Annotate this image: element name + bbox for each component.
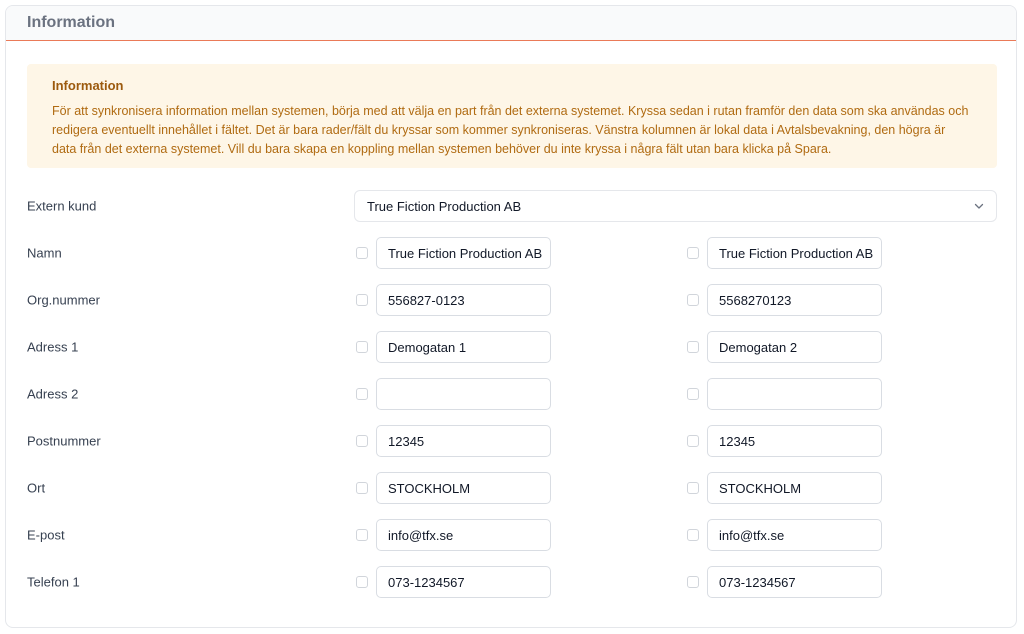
- local-field-org-nummer[interactable]: 556827-0123: [376, 284, 551, 316]
- panel-header: [6, 6, 1016, 41]
- local-checkbox-adress-2[interactable]: [356, 388, 368, 400]
- external-checkbox-adress-2[interactable]: [687, 388, 699, 400]
- local-field-telefon-1[interactable]: 073-1234567: [376, 566, 551, 598]
- local-checkbox-adress-1[interactable]: [356, 341, 368, 353]
- external-field-postnummer[interactable]: 12345: [707, 425, 882, 457]
- row-label-postnummer: Postnummer: [27, 433, 101, 449]
- local-field-adress-1[interactable]: Demogatan 1: [376, 331, 551, 363]
- local-field-namn[interactable]: True Fiction Production AB: [376, 237, 551, 269]
- external-checkbox-postnummer[interactable]: [687, 435, 699, 447]
- row-label-telefon-1: Telefon 1: [27, 574, 80, 590]
- row-label-e-post: E-post: [27, 527, 65, 543]
- local-field-ort[interactable]: STOCKHOLM: [376, 472, 551, 504]
- row-label-adress-1: Adress 1: [27, 339, 79, 355]
- row-label-ort: Ort: [27, 480, 46, 496]
- local-checkbox-e-post[interactable]: [356, 529, 368, 541]
- row-label-adress-2: Adress 2: [27, 386, 79, 402]
- chevron-down-icon: [974, 201, 984, 211]
- external-field-adress-1[interactable]: Demogatan 2: [707, 331, 882, 363]
- external-checkbox-e-post[interactable]: [687, 529, 699, 541]
- external-field-namn[interactable]: True Fiction Production AB: [707, 237, 882, 269]
- local-field-e-post[interactable]: info@tfx.se: [376, 519, 551, 551]
- external-customer-label: Extern kund: [27, 198, 97, 214]
- info-notice: [27, 64, 997, 168]
- external-checkbox-namn[interactable]: [687, 247, 699, 259]
- local-checkbox-namn[interactable]: [356, 247, 368, 259]
- external-field-org-nummer[interactable]: 5568270123: [707, 284, 882, 316]
- external-checkbox-org-nummer[interactable]: [687, 294, 699, 306]
- external-field-telefon-1[interactable]: 073-1234567: [707, 566, 882, 598]
- external-customer-value: True Fiction Production AB: [367, 198, 522, 214]
- row-label-org-nummer: Org.nummer: [27, 292, 100, 308]
- external-checkbox-ort[interactable]: [687, 482, 699, 494]
- local-checkbox-postnummer[interactable]: [356, 435, 368, 447]
- local-field-postnummer[interactable]: 12345: [376, 425, 551, 457]
- notice-title: Information: [52, 78, 124, 93]
- external-customer-select[interactable]: [354, 190, 997, 222]
- local-checkbox-org-nummer[interactable]: [356, 294, 368, 306]
- local-field-adress-2[interactable]: [376, 378, 551, 410]
- row-label-namn: Namn: [27, 245, 62, 261]
- local-checkbox-telefon-1[interactable]: [356, 576, 368, 588]
- local-checkbox-ort[interactable]: [356, 482, 368, 494]
- external-field-e-post[interactable]: info@tfx.se: [707, 519, 882, 551]
- panel-title: Information: [27, 14, 115, 31]
- external-field-ort[interactable]: STOCKHOLM: [707, 472, 882, 504]
- external-checkbox-adress-1[interactable]: [687, 341, 699, 353]
- external-field-adress-2[interactable]: [707, 378, 882, 410]
- information-panel: [5, 5, 1017, 628]
- external-checkbox-telefon-1[interactable]: [687, 576, 699, 588]
- notice-text: För att synkronisera information mellan systemen, börja med att välja en part från det externa systemet. Kryssa sedan i rutan framför den data som ska användas och redigera eventuellt innehållet i fältet. Det är bara rader/fält du kryssar som kommer synkroniseras. Vänstra kolumnen är lokal data i Avtalsbevakning, den högra är data från det externa systemet. Vill du bara skapa en koppling mellan systemen behöver du inte kryssa i några fält utan bara klicka på Spara.: [52, 104, 969, 156]
